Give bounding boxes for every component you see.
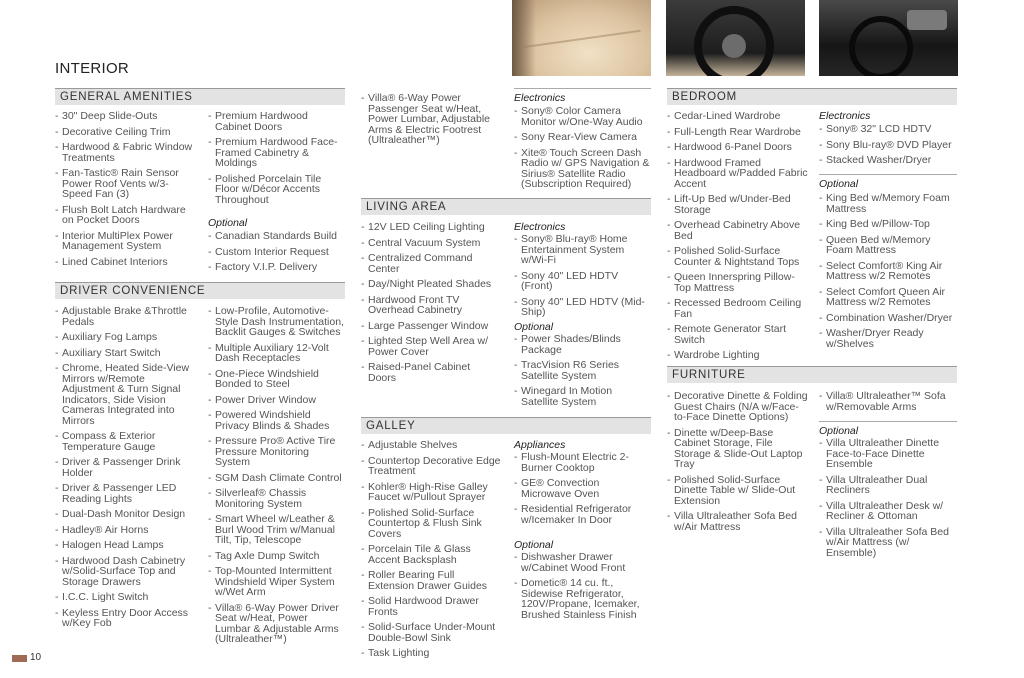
general-amenities-list-2 [208,111,343,210]
list-item: - Dometic® 14 cu. ft., Sidewise Refrigerator, 120V/Propane, Icemaker, Brushed Stainless Finish [514,578,652,620]
driver-convenience-list-2 [208,306,344,650]
list-item: - Custom Interior Request [208,247,348,258]
list-item: - GE® Convection Microwave Oven [514,478,652,499]
list-item: - Driver & Passenger LED Reading Lights [55,483,195,504]
seat-photo [512,0,651,76]
list-item: - Auxiliary Start Switch [55,348,195,359]
general-amenities-optional-label: Optional [208,217,248,229]
list-item: - Select Comfort Queen Air Mattress w/2 Remotes [819,287,959,308]
general-amenities-heading: GENERAL AMENITIES [55,88,345,105]
bedroom-heading: BEDROOM [667,88,957,105]
list-item: - Hardwood Framed Headboard w/Padded Fabric Accent [667,158,809,190]
living-area-list [361,222,501,388]
bedroom-optional-label: Optional [819,174,957,190]
bedroom-list [667,111,809,366]
list-item: - Recessed Bedroom Ceiling Fan [667,298,809,319]
page-number-marker [12,655,27,662]
electronics-label: Electronics [514,88,651,104]
list-item: - Porcelain Tile & Glass Accent Backsplash [361,544,503,565]
list-item: - Multiple Auxiliary 12-Volt Dash Receptacles [208,343,344,364]
list-item: - Central Vacuum System [361,238,501,249]
list-item: - Day/Night Pleated Shades [361,279,501,290]
list-item: - Xite® Touch Screen Dash Radio w/ GPS Navigation & Sirius® Satellite Radio (Subscription Required) [514,148,652,190]
list-item: - Villa Ultraleather Sofa Bed w/Air Mattress (w/ Ensemble) [819,527,959,559]
general-amenities-optional-list [208,231,348,278]
appliances-label: Appliances [514,439,566,451]
list-item: - Residential Refrigerator w/Icemaker In Door [514,504,652,525]
list-item: - Polished Solid-Surface Counter & Nightstand Tops [667,246,809,267]
list-item: - Large Passenger Window [361,321,501,332]
living-optional-label: Optional [514,321,554,333]
page-title: INTERIOR [55,60,130,77]
galley-list [361,440,503,664]
list-item: - Sony 40" LED HDTV (Mid-Ship) [514,297,652,318]
list-item: - Factory V.I.P. Delivery [208,262,348,273]
list-item: - Villa Ultraleather Sofa Bed w/Air Mattress [667,511,809,532]
list-item: - Roller Bearing Full Extension Drawer Guides [361,570,503,591]
list-item: - Countertop Decorative Edge Treatment [361,456,503,477]
list-item: - Centralized Command Center [361,253,501,274]
living-electronics-label: Electronics [514,221,566,233]
list-item: - Villa Ultraleather Dual Recliners [819,475,959,496]
list-item: - Hadley® Air Horns [55,525,195,536]
list-item: - Dual-Dash Monitor Design [55,509,195,520]
list-item: - Stacked Washer/Dryer [819,155,957,166]
bedroom-electronics-label: Electronics [819,110,871,122]
list-item: - Hardwood Dash Cabinetry w/Solid-Surface Top and Storage Drawers [55,556,195,588]
list-item: - Wardrobe Lighting [667,350,809,361]
steering-wheel-photo [666,0,805,76]
list-item: - Driver & Passenger Drink Holder [55,457,195,478]
bedroom-optional-list [819,193,959,354]
list-item: - Compass & Exterior Temperature Gauge [55,431,195,452]
list-item: - King Bed w/Pillow-Top [819,219,959,230]
galley-heading: GALLEY [361,417,651,434]
list-item: - Task Lighting [361,648,503,659]
list-item: - Polished Solid-Surface Countertop & Flush Sink Covers [361,508,503,540]
list-item: - Hardwood & Fabric Window Treatments [55,142,197,163]
list-item: - Power Driver Window [208,395,344,406]
list-item: - Villa® 6-Way Power Passenger Seat w/Heat, Power Lumbar, Adjustable Arms & Electric Footrest (Ultraleather™) [361,93,499,146]
list-item: - Sony® 32" LCD HDTV [819,124,957,135]
list-item: - Dinette w/Deep-Base Cabinet Storage, File Storage & Slide-Out Laptop Tray [667,428,809,470]
list-item: - Decorative Dinette & Folding Guest Chairs (N/A w/Face-to-Face Dinette Options) [667,391,809,423]
driver-convenience-heading: DRIVER CONVENIENCE [55,282,345,299]
list-item: - Flush-Mount Electric 2-Burner Cooktop [514,452,652,473]
galley-optional-label: Optional [514,539,554,551]
list-item: - Chrome, Heated Side-View Mirrors w/Remote Adjustment & Turn Signal Indicators, Side Vision Cameras Integrated into Mirrors [55,363,195,426]
list-item: - Powered Windshield Privacy Blinds & Shades [208,410,344,431]
list-item: - Power Shades/Blinds Package [514,334,652,355]
galley-optional-list [514,552,652,625]
list-item: - Hardwood 6-Panel Doors [667,142,809,153]
list-item: - King Bed w/Memory Foam Mattress [819,193,959,214]
furniture-optional-list [819,438,959,563]
page-number: 10 [30,652,42,663]
furniture-heading: FURNITURE [667,366,957,383]
list-item: - Keyless Entry Door Access w/Key Fob [55,608,195,629]
list-item: - Smart Wheel w/Leather & Burl Wood Trim w/Manual Tilt, Tip, Telescope [208,514,344,546]
list-item: - Premium Hardwood Face-Framed Cabinetry & Moldings [208,137,343,169]
list-item: - 30" Deep Slide-Outs [55,111,197,122]
living-optional-list [514,334,652,412]
list-item: - Solid-Surface Under-Mount Double-Bowl Sink [361,622,503,643]
list-item: - Full-Length Rear Wardrobe [667,127,809,138]
list-item: - Washer/Dryer Ready w/Shelves [819,328,959,349]
list-item: - Auxiliary Fog Lamps [55,332,195,343]
list-item: - Sony® Blu-ray® Home Entertainment System w/Wi-Fi [514,234,652,266]
list-item: - Sony® Color Camera Monitor w/One-Way Audio [514,106,652,127]
furniture-list-2 [819,391,959,417]
list-item: - Adjustable Brake &Throttle Pedals [55,306,195,327]
list-item: - Villa Ultraleather Dinette Face-to-Face Dinette Ensemble [819,438,959,470]
electronics-list [514,106,652,195]
list-item: - Tag Axle Dump Switch [208,551,344,562]
list-item: - Silverleaf® Chassis Monitoring System [208,488,344,509]
list-item: - Polished Porcelain Tile Floor w/Décor Accents Throughout [208,174,343,206]
list-item: - Halogen Head Lamps [55,540,195,551]
list-item: - Pressure Pro® Active Tire Pressure Monitoring System [208,436,344,468]
list-item: - Flush Bolt Latch Hardware on Pocket Doors [55,205,197,226]
list-item: - Solid Hardwood Drawer Fronts [361,596,503,617]
list-item: - Cedar-Lined Wardrobe [667,111,809,122]
list-item: - Queen Bed w/Memory Foam Mattress [819,235,959,256]
list-item: - Fan-Tastic® Rain Sensor Power Roof Vents w/3-Speed Fan (3) [55,168,197,200]
list-item: - I.C.C. Light Switch [55,592,195,603]
list-item: - Interior MultiPlex Power Management System [55,231,197,252]
living-area-heading: LIVING AREA [361,198,651,215]
list-item: - Remote Generator Start Switch [667,324,809,345]
list-item: - SGM Dash Climate Control [208,473,344,484]
list-item: - Sony 40" LED HDTV (Front) [514,271,652,292]
appliances-list [514,452,652,530]
list-item: - Adjustable Shelves [361,440,503,451]
list-item: - Combination Washer/Dryer [819,313,959,324]
list-item: - Canadian Standards Build [208,231,348,242]
list-item: - Low-Profile, Automotive-Style Dash Instrumentation, Backlit Gauges & Switches [208,306,344,338]
list-item: - Lined Cabinet Interiors [55,257,197,268]
list-item: - Villa Ultraleather Desk w/ Recliner & Ottoman [819,501,959,522]
list-item: - Premium Hardwood Cabinet Doors [208,111,343,132]
living-electronics-list [514,234,652,323]
list-item: - Top-Mounted Intermittent Windshield Wiper System w/Wet Arm [208,566,344,598]
list-item: - Sony Blu-ray® DVD Player [819,140,957,151]
list-item: - Dishwasher Drawer w/Cabinet Wood Front [514,552,652,573]
list-item: - Winegard In Motion Satellite System [514,386,652,407]
list-item: - One-Piece Windshield Bonded to Steel [208,369,344,390]
list-item: - Decorative Ceiling Trim [55,127,197,138]
general-amenities-list [55,111,197,272]
list-item: - Kohler® High-Rise Galley Faucet w/Pullout Sprayer [361,482,503,503]
furniture-optional-label: Optional [819,421,957,437]
bedroom-electronics-list [819,124,957,171]
list-item: - TracVision R6 Series Satellite System [514,360,652,381]
list-item: - Raised-Panel Cabinet Doors [361,362,501,383]
furniture-list [667,391,809,537]
list-item: - Lift-Up Bed w/Under-Bed Storage [667,194,809,215]
dashboard-photo [819,0,958,76]
list-item: - Select Comfort® King Air Mattress w/2 Remotes [819,261,959,282]
list-item: - Queen Innerspring Pillow-Top Mattress [667,272,809,293]
list-item: - Overhead Cabinetry Above Bed [667,220,809,241]
passenger-seat-list [361,93,499,151]
driver-convenience-list [55,306,195,634]
list-item: - 12V LED Ceiling Lighting [361,222,501,233]
list-item: - Villa® 6-Way Power Driver Seat w/Heat, Power Lumbar & Adjustable Arms (Ultraleather™) [208,603,344,645]
list-item: - Sony Rear-View Camera [514,132,652,143]
list-item: - Lighted Step Well Area w/ Power Cover [361,336,501,357]
list-item: - Hardwood Front TV Overhead Cabinetry [361,295,501,316]
list-item: - Polished Solid-Surface Dinette Table w/ Slide-Out Extension [667,475,809,507]
list-item: - Villa® Ultraleather™ Sofa w/Removable Arms [819,391,959,412]
